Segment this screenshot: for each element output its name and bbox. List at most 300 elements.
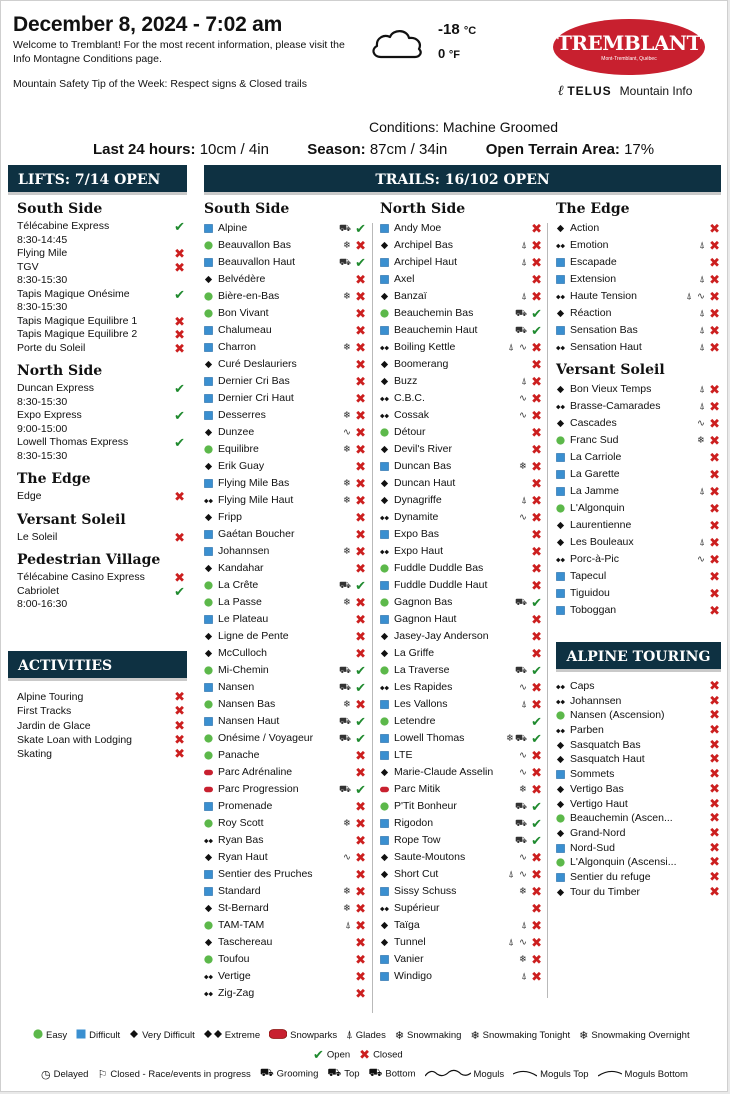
trail-row[interactable] [380, 288, 542, 305]
closed-x-icon: ✖ [174, 689, 185, 704]
trail-row[interactable] [556, 466, 720, 483]
blue-square-icon [204, 530, 213, 539]
trail-row[interactable] [204, 424, 366, 441]
closed-x-icon: ✖ [709, 868, 720, 884]
trail-row[interactable] [204, 407, 366, 424]
trail-row[interactable] [380, 237, 542, 254]
trail-row[interactable] [204, 441, 366, 458]
trail-name: Nansen Bas [218, 698, 276, 710]
lift-row[interactable] [17, 409, 187, 436]
blue-square-icon [204, 326, 213, 335]
activity-row[interactable] [17, 719, 187, 733]
black-diamond-icon [380, 479, 389, 488]
closed-x-icon: ✖ [531, 391, 542, 406]
trail-row[interactable] [380, 560, 542, 577]
black-diamond-icon [204, 632, 213, 641]
trail-row[interactable] [556, 568, 720, 585]
trail-name: Toufou [218, 953, 250, 965]
trail-name: Vertige [218, 970, 251, 982]
touring-row[interactable] [556, 841, 720, 856]
touring-name: Tour du Timber [570, 885, 641, 898]
trail-name: Cossak [394, 409, 430, 421]
closed-x-icon: ✖ [531, 459, 542, 474]
legend-label: Easy [46, 1030, 68, 1042]
temperature-fahrenheit-value: 0 [438, 46, 446, 61]
trail-row[interactable] [380, 424, 542, 441]
open-check-icon: ✔ [355, 731, 366, 746]
trail-name: Nansen Haut [218, 715, 280, 727]
trail-row[interactable] [380, 662, 542, 679]
trail-row[interactable] [380, 628, 542, 645]
trail-row[interactable] [556, 415, 720, 432]
closed-x-icon: ✖ [531, 901, 542, 916]
closed-x-icon: ✖ [709, 839, 720, 855]
green-circle-icon [556, 814, 565, 823]
black-diamond-icon [380, 853, 389, 862]
touring-row[interactable] [556, 855, 720, 870]
trail-row[interactable] [380, 730, 542, 747]
trail-row[interactable] [380, 594, 542, 611]
trail-row[interactable] [380, 764, 542, 781]
legend-item [97, 1068, 250, 1081]
lift-name: Le Soleil [17, 530, 58, 543]
closed-x-icon: ✖ [174, 529, 185, 545]
trail-row[interactable] [556, 398, 720, 415]
legend-label: Glades [355, 1030, 386, 1042]
closed-x-icon: ✖ [355, 391, 366, 406]
trail-row[interactable] [204, 543, 366, 560]
trail-row[interactable] [380, 356, 542, 373]
trail-name: Short Cut [394, 868, 439, 880]
legend-label: Grooming [276, 1068, 319, 1080]
trail-name: Promenade [218, 800, 273, 812]
trail-name: Bon Vivant [218, 307, 269, 319]
trail-row[interactable] [204, 764, 366, 781]
trail-name: C.B.C. [394, 392, 425, 404]
trail-name: Erik Guay [218, 460, 265, 472]
trail-row[interactable] [380, 322, 542, 339]
closed-x-icon: ✖ [355, 986, 366, 1001]
grooming-icon: ⛟ [339, 784, 351, 795]
trail-row[interactable] [380, 441, 542, 458]
trail-name: Détour [394, 426, 426, 438]
closed-x-icon: ✖ [355, 323, 366, 338]
trail-row[interactable] [204, 288, 366, 305]
black-diamond-icon [556, 755, 565, 764]
snowmaking-icon: ❄ [697, 435, 705, 446]
trail-row[interactable] [380, 832, 542, 849]
trail-row[interactable] [380, 968, 542, 985]
closed-x-icon: ✖ [174, 703, 185, 719]
closed-x-icon: ✖ [174, 746, 185, 762]
trail-row[interactable] [204, 305, 366, 322]
trail-name: Flying Mile Bas [218, 477, 290, 489]
trail-name: Bon Vieux Temps [570, 383, 652, 395]
moguls-icon [425, 1068, 471, 1081]
trail-row[interactable] [204, 900, 366, 917]
trails-north-list [380, 220, 542, 985]
trail-row[interactable] [380, 509, 542, 526]
legend-label: Bottom [385, 1068, 416, 1080]
trail-name: Duncan Bas [394, 460, 452, 472]
open-check-icon: ✔ [174, 408, 185, 423]
trail-row[interactable] [380, 713, 542, 730]
closed-x-icon: ✖ [531, 442, 542, 457]
blue-square-icon [380, 887, 389, 896]
trail-row[interactable] [204, 815, 366, 832]
touring-row[interactable] [556, 797, 720, 812]
blue-square-icon [556, 589, 565, 598]
trail-row[interactable] [556, 271, 720, 288]
trail-row[interactable] [380, 407, 542, 424]
closed-x-icon: ✖ [355, 561, 366, 576]
trail-name: Banzaï [394, 290, 427, 302]
trail-row[interactable] [380, 577, 542, 594]
lift-row[interactable] [17, 247, 187, 261]
black-diamond-icon [556, 800, 565, 809]
trail-name: Les Vallons [394, 698, 448, 710]
trail-row[interactable] [204, 747, 366, 764]
blue-square-icon [556, 606, 565, 615]
green-circle-icon [380, 564, 389, 573]
trail-name: Charron [218, 341, 256, 353]
trail-row[interactable] [204, 696, 366, 713]
closed-x-icon: ✖ [531, 493, 542, 508]
trail-row[interactable] [380, 798, 542, 815]
lift-row[interactable] [17, 382, 187, 409]
lift-name: Tapis Magique Equilibre 1 [17, 314, 138, 327]
open-check-icon: ✔ [174, 286, 185, 302]
trail-row[interactable] [204, 798, 366, 815]
trail-row[interactable] [380, 305, 542, 322]
glades-icon: ⍋ [508, 937, 514, 948]
trail-name: Ryan Haut [218, 851, 268, 863]
legend-item [76, 1029, 120, 1042]
trail-row[interactable] [556, 339, 720, 356]
touring-row[interactable] [556, 708, 720, 723]
logo-subtitle: Mont-Tremblant, Québec [601, 56, 657, 62]
trail-name: Supérieur [394, 902, 440, 914]
closed-x-icon: ✖ [531, 544, 542, 559]
closed-x-icon: ✖ [174, 313, 185, 329]
trail-row[interactable] [380, 373, 542, 390]
blue-square-icon [556, 258, 565, 267]
trail-row[interactable] [204, 526, 366, 543]
legend-label: Closed [373, 1049, 403, 1061]
lift-name: Flying Mile [17, 247, 68, 259]
closed-x-icon: ✖ [355, 544, 366, 559]
trail-name: Panache [218, 749, 260, 761]
trail-row[interactable] [556, 483, 720, 500]
flag-icon: ⚐ [97, 1068, 108, 1081]
double-diamond-icon [380, 343, 389, 352]
moguls-top-icon [513, 1068, 537, 1081]
trail-row[interactable] [380, 900, 542, 917]
activity-row[interactable] [17, 747, 187, 761]
lift-group-heading: South Side [17, 201, 103, 217]
trail-row[interactable] [380, 475, 542, 492]
legend-status [313, 1047, 412, 1063]
lift-row[interactable] [17, 490, 187, 504]
trail-name: Nansen [218, 681, 255, 693]
closed-x-icon: ✖ [355, 629, 366, 644]
trail-row[interactable] [204, 254, 366, 271]
trail-name: Tiguidou [570, 587, 610, 599]
trail-row[interactable] [556, 432, 720, 449]
closed-x-icon: ✖ [709, 272, 720, 287]
trail-row[interactable] [204, 917, 366, 934]
trail-row[interactable] [556, 220, 720, 237]
touring-row[interactable] [556, 694, 720, 709]
trail-name: Flying Mile Haut [218, 494, 294, 506]
trail-row[interactable] [556, 305, 720, 322]
trail-row[interactable] [380, 645, 542, 662]
tremblant-logo[interactable] [553, 19, 705, 75]
trail-row[interactable] [380, 543, 542, 560]
closed-x-icon: ✖ [709, 722, 720, 738]
trail-name: Toboggan [570, 604, 617, 616]
trail-name: Boomerang [394, 358, 449, 370]
grooming-icon: ⛟ [339, 682, 351, 693]
closed-x-icon: ✖ [355, 459, 366, 474]
snowmaking-icon: ❄ [519, 886, 527, 897]
closed-x-icon: ✖ [355, 952, 366, 967]
trail-row[interactable] [380, 611, 542, 628]
trail-row[interactable] [380, 339, 542, 356]
trail-row[interactable] [204, 339, 366, 356]
trail-row[interactable] [380, 696, 542, 713]
black-diamond-icon [380, 921, 389, 930]
trail-row[interactable] [204, 628, 366, 645]
trail-row[interactable] [204, 645, 366, 662]
open-check-icon: ✔ [531, 306, 542, 321]
black-diamond-icon [204, 275, 213, 284]
closed-x-icon: ✖ [531, 850, 542, 865]
touring-row[interactable] [556, 723, 720, 738]
green-circle-icon [556, 711, 565, 720]
moguls-icon: ∿ [519, 750, 527, 761]
trail-name: St-Bernard [218, 902, 269, 914]
glades-icon: ⍋ [699, 537, 705, 548]
trail-row[interactable] [380, 220, 542, 237]
trail-row[interactable] [380, 917, 542, 934]
trail-row[interactable] [556, 551, 720, 568]
closed-x-icon: ✖ [709, 289, 720, 304]
legend-item [579, 1029, 689, 1042]
conditions-text: Conditions: Machine Groomed [369, 119, 559, 135]
moguls-icon: ∿ [519, 342, 527, 353]
trail-row[interactable] [380, 492, 542, 509]
touring-row[interactable] [556, 782, 720, 797]
grooming-icon: ⛟ [339, 733, 351, 744]
trail-row[interactable] [204, 968, 366, 985]
activity-name: Skating [17, 748, 53, 761]
trail-row[interactable] [204, 322, 366, 339]
blue-square-icon [204, 615, 213, 624]
trail-row[interactable] [380, 390, 542, 407]
lift-row[interactable] [17, 220, 187, 247]
trail-row[interactable] [556, 534, 720, 551]
trail-row[interactable] [204, 866, 366, 883]
touring-row[interactable] [556, 738, 720, 753]
closed-x-icon: ✖ [355, 918, 366, 933]
closed-x-icon: ✖ [709, 569, 720, 584]
closed-x-icon: ✖ [709, 518, 720, 533]
trail-row[interactable] [204, 985, 366, 1002]
trail-row[interactable] [556, 254, 720, 271]
trail-row[interactable] [204, 594, 366, 611]
trail-row[interactable] [204, 951, 366, 968]
blue-square-icon [204, 224, 213, 233]
lift-row[interactable] [17, 571, 187, 585]
trail-row[interactable] [380, 883, 542, 900]
trail-row[interactable] [204, 730, 366, 747]
touring-name: Vertigo Haut [570, 797, 628, 810]
closed-x-icon: ✖ [709, 766, 720, 782]
trail-row[interactable] [556, 449, 720, 466]
trail-row[interactable] [556, 500, 720, 517]
trail-row[interactable] [380, 679, 542, 696]
glades-icon: ⍋ [699, 240, 705, 251]
trail-row[interactable] [204, 713, 366, 730]
trail-row[interactable] [204, 849, 366, 866]
moguls-icon: ∿ [519, 512, 527, 523]
activity-row[interactable] [17, 690, 187, 704]
open-check-icon: ✔ [355, 782, 366, 797]
moguls-icon: ∿ [697, 291, 705, 302]
trail-row[interactable] [204, 560, 366, 577]
touring-row[interactable] [556, 885, 720, 900]
lift-row[interactable] [17, 531, 187, 545]
touring-row[interactable] [556, 870, 720, 885]
touring-row[interactable] [556, 811, 720, 826]
trail-row[interactable] [380, 271, 542, 288]
trail-row[interactable] [556, 517, 720, 534]
lift-row[interactable] [17, 328, 187, 342]
glades-icon: ⍋ [346, 1029, 353, 1041]
trail-row[interactable] [380, 951, 542, 968]
trail-row[interactable] [380, 458, 542, 475]
trail-row[interactable] [204, 475, 366, 492]
trail-name: Emotion [570, 239, 609, 251]
trail-row[interactable] [204, 679, 366, 696]
closed-x-icon: ✖ [531, 476, 542, 491]
closed-x-icon: ✖ [531, 765, 542, 780]
closed-x-icon: ✖ [709, 399, 720, 414]
trail-row[interactable] [204, 458, 366, 475]
trail-name: P'Tit Bonheur [394, 800, 457, 812]
touring-row[interactable] [556, 679, 720, 694]
legend-label: Extreme [224, 1030, 261, 1042]
lift-row[interactable] [17, 342, 187, 356]
trail-row[interactable] [204, 492, 366, 509]
trail-row[interactable] [204, 611, 366, 628]
trail-row[interactable] [204, 390, 366, 407]
lift-row[interactable] [17, 436, 187, 463]
snowmaking-icon: ❄ [519, 461, 527, 472]
trail-row[interactable] [204, 356, 366, 373]
trail-name: Fuddle Duddle Bas [394, 562, 484, 574]
closed-x-icon: ✖ [531, 969, 542, 984]
trail-row[interactable] [380, 934, 542, 951]
trail-row[interactable] [204, 883, 366, 900]
lift-row[interactable] [17, 288, 187, 315]
closed-x-icon: ✖ [355, 306, 366, 321]
touring-row[interactable] [556, 767, 720, 782]
closed-x-icon: ✖ [355, 867, 366, 882]
closed-x-icon: ✖ [355, 357, 366, 372]
trail-row[interactable] [204, 832, 366, 849]
trail-row[interactable] [556, 585, 720, 602]
closed-x-icon: ✖ [355, 408, 366, 423]
touring-row[interactable] [556, 752, 720, 767]
lift-name: Lowell Thomas Express [17, 436, 129, 448]
trail-row[interactable] [380, 849, 542, 866]
trail-row[interactable] [380, 526, 542, 543]
black-diamond-icon [380, 938, 389, 947]
lift-row[interactable] [17, 261, 187, 288]
trail-row[interactable] [204, 662, 366, 679]
trail-row[interactable] [204, 577, 366, 594]
trail-row[interactable] [204, 781, 366, 798]
black-diamond-icon [380, 496, 389, 505]
grooming-bottom-icon: ⛟ [368, 1067, 383, 1079]
trail-row[interactable] [380, 781, 542, 798]
trail-row[interactable] [380, 815, 542, 832]
telus-logo-icon: ℓ [558, 83, 564, 99]
trail-row[interactable] [204, 934, 366, 951]
activities-header: ACTIVITIES [8, 651, 187, 681]
trail-row[interactable] [204, 271, 366, 288]
closed-x-icon: ✖ [709, 416, 720, 431]
black-diamond-icon [556, 385, 565, 394]
trail-row[interactable] [556, 322, 720, 339]
green-circle-icon [204, 241, 213, 250]
trail-name: La Crête [218, 579, 259, 591]
activity-row[interactable] [17, 704, 187, 718]
double-diamond-icon [380, 904, 389, 913]
lift-row[interactable] [17, 315, 187, 329]
trail-name: Dynagriffe [394, 494, 442, 506]
touring-row[interactable] [556, 826, 720, 841]
trail-row[interactable] [556, 602, 720, 619]
closed-x-icon: ✖ [174, 731, 185, 747]
trail-row[interactable] [380, 747, 542, 764]
trail-row[interactable] [556, 237, 720, 254]
trail-row[interactable] [204, 509, 366, 526]
double-diamond-icon [380, 394, 389, 403]
trail-row[interactable] [556, 288, 720, 305]
lift-name: Télécabine Express [17, 220, 110, 232]
trail-name: Ryan Bas [218, 834, 264, 846]
blue-square-icon [204, 870, 213, 879]
trail-name: Dernier Cri Bas [218, 375, 290, 387]
legend-grooming [41, 1067, 697, 1081]
trail-row[interactable] [380, 254, 542, 271]
trail-row[interactable] [556, 381, 720, 398]
trail-row[interactable] [380, 866, 542, 883]
lift-row[interactable] [17, 585, 187, 612]
lift-name: Cabriolet [17, 584, 60, 597]
activity-row[interactable] [17, 733, 187, 747]
trail-row[interactable] [204, 237, 366, 254]
double-diamond-icon [556, 726, 565, 735]
trail-row[interactable] [204, 373, 366, 390]
blue-square-icon [380, 275, 389, 284]
closed-x-icon: ✖ [709, 707, 720, 723]
closed-x-icon: ✖ [709, 810, 720, 826]
trail-row[interactable] [204, 220, 366, 237]
